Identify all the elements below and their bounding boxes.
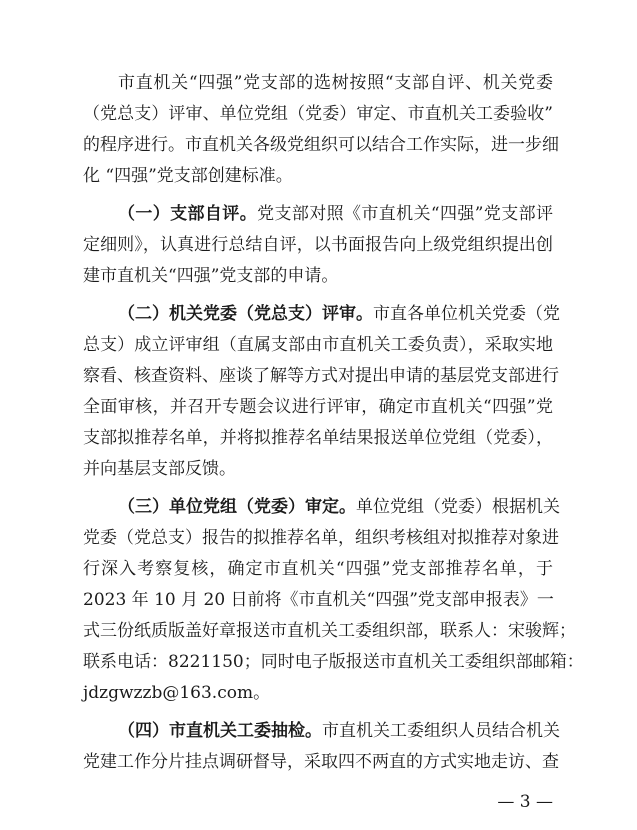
section-1-first-text: 党支部对照《市直机关“四强”党支部评 [257,204,553,224]
section-2-line-4: 全面审核，并召开专题会议进行评审，确定市直机关“四强”党 [83,397,553,417]
section-2-line-5: 支部拟推荐名单，并将拟推荐名单结果报送单位党组（党委）， [83,428,553,448]
section-2-first-text: 市直各单位机关党委（党 [373,304,560,324]
section-1-line-2: 定细则》，认真进行总结自评，以书面报告向上级党组织提出创 [83,235,553,255]
section-3-line-3: 行深入考察复核，确定市直机关“四强”党支部推荐名单，于 [83,559,553,579]
paragraph-intro-line-3: 的程序进行。市直机关各级党组织可以结合工作实际，进一步细 [83,135,559,155]
section-2-line-3: 察看、核查资料、座谈了解等方式对提出申请的基层党支部进行 [83,366,559,386]
section-4-heading: （四）市直机关工委抽检。 [118,721,322,741]
section-3-first-text: 单位党组（党委）根据机关 [356,497,560,517]
section-3-heading: （三）单位党组（党委）审定。 [118,497,356,517]
section-1-heading: （一）支部自评。 [118,204,258,224]
section-3-line-6: 联系电话：8221150；同时电子版报送市直机关工委组织部邮箱： [83,652,584,672]
section-3-line-7: jdzgwzzb@163.com。 [83,683,271,703]
section-1-line-1 [118,203,553,225]
section-3-line-4: 2023 年 10 月 20 日前将《市直机关“四强”党支部申报表》一 [83,590,554,610]
paragraph-intro-line-1: 市直机关“四强”党支部的选树按照“支部自评、机关党委 [118,73,553,93]
paragraph-intro-line-4: 化 “四强”党支部创建标准。 [83,166,293,186]
section-2-line-6: 并向基层支部反馈。 [83,459,236,479]
section-3-line-1 [118,496,560,518]
section-4-first-text: 市直机关工委组织人员结合机关 [322,721,560,741]
section-4-line-2: 党建工作分片挂点调研督导，采取四不两直的方式实地走访、查 [83,752,559,772]
section-3-line-5: 式三份纸质版盖好章报送市直机关工委组织部，联系人：宋骏辉； [83,621,576,641]
section-3-line-2: 党委（党总支）报告的拟推荐名单，组织考核组对拟推荐对象进 [83,528,559,548]
page-number: — 3 — [497,792,553,812]
section-4-line-1 [118,720,560,742]
paragraph-intro-line-2: （党总支）评审、单位党组（党委）审定、市直机关工委验收” [83,104,553,124]
section-2-line-1 [118,303,560,325]
section-2-line-2: 总支）成立评审组（直属支部由市直机关工委负责），采取实地 [83,335,553,355]
section-2-heading: （二）机关党委（党总支）评审。 [118,304,373,324]
section-1-line-3: 建市直机关“四强”党支部的申请。 [83,266,339,286]
